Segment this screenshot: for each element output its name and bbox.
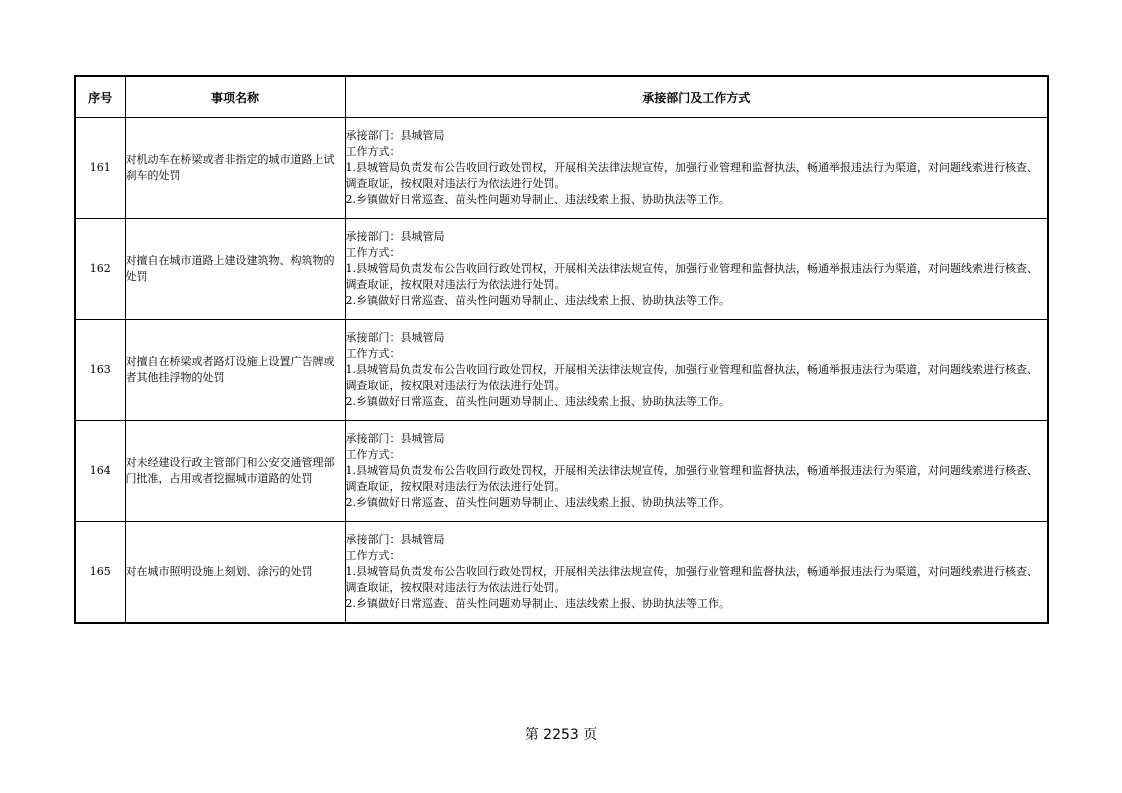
table-row (75, 522, 1048, 624)
row-item-name: 对机动车在桥梁或者非指定的城市道路上试刹车的处罚 (125, 118, 345, 219)
method-item-1: 1.县城管局负责发布公告收回行政处罚权，开展相关法律法规宣传，加强行业管理和监督执法，畅通举报违法行为渠道，对问题线索进行核查、调查取证，按权限对违法行为依法进行处罚。 (345, 565, 1038, 594)
method-dept-line: 承接部门：县城管局 (345, 432, 445, 445)
method-item-2: 2.乡镇做好日常巡查、苗头性问题劝导制止、违法线索上报、协助执法等工作。 (345, 496, 730, 509)
method-label-line: 工作方式： (345, 145, 401, 158)
items-table (74, 75, 1049, 624)
row-num: 164 (75, 421, 125, 522)
method-item-2: 2.乡镇做好日常巡查、苗头性问题劝导制止、违法线索上报、协助执法等工作。 (345, 294, 730, 307)
method-dept-line: 承接部门：县城管局 (345, 129, 445, 142)
method-item-1: 1.县城管局负责发布公告收回行政处罚权，开展相关法律法规宣传，加强行业管理和监督执法，畅通举报违法行为渠道，对问题线索进行核查、调查取证，按权限对违法行为依法进行处罚。 (345, 161, 1038, 190)
row-method (345, 118, 1048, 219)
page-number: 第 2253 页 (524, 727, 598, 743)
table-row (75, 118, 1048, 219)
row-num: 163 (75, 320, 125, 421)
method-dept-line: 承接部门：县城管局 (345, 331, 445, 344)
row-method (345, 522, 1048, 624)
method-item-1: 1.县城管局负责发布公告收回行政处罚权，开展相关法律法规宣传，加强行业管理和监督执法，畅通举报违法行为渠道，对问题线索进行核查、调查取证，按权限对违法行为依法进行处罚。 (345, 363, 1038, 392)
header-name: 事项名称 (125, 76, 345, 118)
method-dept-line: 承接部门：县城管局 (345, 533, 445, 546)
method-item-1: 1.县城管局负责发布公告收回行政处罚权，开展相关法律法规宣传，加强行业管理和监督执法，畅通举报违法行为渠道，对问题线索进行核查、调查取证，按权限对违法行为依法进行处罚。 (345, 262, 1038, 291)
row-method (345, 219, 1048, 320)
row-item-name: 对在城市照明设施上刻划、涂污的处罚 (125, 522, 345, 624)
header-method: 承接部门及工作方式 (345, 76, 1048, 118)
method-item-1: 1.县城管局负责发布公告收回行政处罚权，开展相关法律法规宣传，加强行业管理和监督执法，畅通举报违法行为渠道，对问题线索进行核查、调查取证，按权限对违法行为依法进行处罚。 (345, 464, 1038, 493)
row-method (345, 320, 1048, 421)
method-label-line: 工作方式： (345, 549, 401, 562)
table-row (75, 421, 1048, 522)
row-item-name: 对未经建设行政主管部门和公安交通管理部门批准，占用或者挖掘城市道路的处罚 (125, 421, 345, 522)
method-dept-line: 承接部门：县城管局 (345, 230, 445, 243)
method-item-2: 2.乡镇做好日常巡查、苗头性问题劝导制止、违法线索上报、协助执法等工作。 (345, 597, 730, 610)
method-label-line: 工作方式： (345, 246, 401, 259)
table-header-row (75, 76, 1048, 118)
row-item-name: 对擅自在桥梁或者路灯设施上设置广告牌或者其他挂浮物的处罚 (125, 320, 345, 421)
method-label-line: 工作方式： (345, 347, 401, 360)
table-row (75, 320, 1048, 421)
row-num: 162 (75, 219, 125, 320)
row-num: 161 (75, 118, 125, 219)
header-num: 序号 (75, 76, 125, 118)
method-label-line: 工作方式： (345, 448, 401, 461)
row-method (345, 421, 1048, 522)
row-item-name: 对擅自在城市道路上建设建筑物、构筑物的处罚 (125, 219, 345, 320)
table-row (75, 219, 1048, 320)
row-num: 165 (75, 522, 125, 624)
method-item-2: 2.乡镇做好日常巡查、苗头性问题劝导制止、违法线索上报、协助执法等工作。 (345, 193, 730, 206)
method-item-2: 2.乡镇做好日常巡查、苗头性问题劝导制止、违法线索上报、协助执法等工作。 (345, 395, 730, 408)
